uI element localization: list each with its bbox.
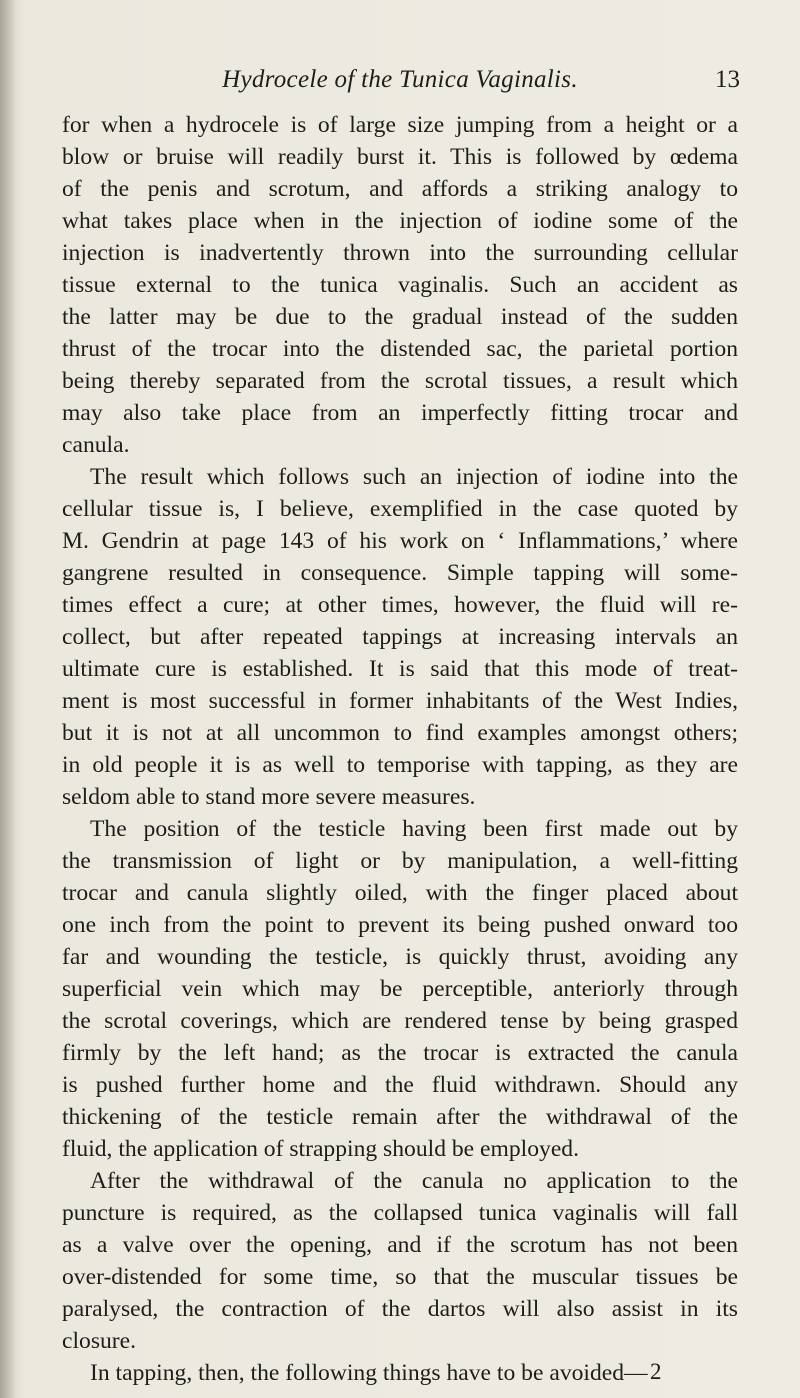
text-line: gangrene resulted in consequence. Simple tapping will some- [62, 560, 738, 586]
text-line: is pushed further home and the fluid withdrawn. Should any [62, 1072, 738, 1098]
text-line: blow or bruise will readily burst it. This is followed by œdema [62, 144, 738, 170]
paragraph-start-line: The result which follows such an injection of iodine into the [90, 464, 738, 490]
text-line: times effect a cure; at other times, however, the fluid will re- [62, 592, 738, 618]
text-line: the scrotal coverings, which are rendered tense by being grasped [62, 1008, 738, 1034]
text-line: of the penis and scrotum, and affords a striking analogy to [62, 176, 738, 202]
page-header [0, 66, 800, 102]
text-line: ultimate cure is established. It is said that this mode of treat- [62, 656, 738, 682]
text-line: thrust of the trocar into the distended sac, the parietal portion [62, 336, 738, 362]
text-line: seldom able to stand more severe measures. [62, 784, 476, 810]
paragraph-start-line: The position of the testicle having been first made out by [90, 816, 738, 842]
text-line: fluid, the application of strapping should be employed. [62, 1136, 579, 1162]
text-line: ment is most successful in former inhabitants of the West Indies, [62, 688, 738, 714]
text-line: over-distended for some time, so that the muscular tissues be [62, 1264, 738, 1290]
text-line: tissue external to the tunica vaginalis. Such an accident as [62, 272, 738, 298]
text-line: thickening of the testicle remain after the withdrawal of the [62, 1104, 738, 1130]
body-text [62, 109, 738, 1389]
text-line: collect, but after repeated tappings at increasing intervals an [62, 624, 738, 650]
text-line: M. Gendrin at page 143 of his work on ‘ Inflammations,’ where [62, 528, 738, 554]
text-line: being thereby separated from the scrotal tissues, a result which [62, 368, 738, 394]
text-line: paralysed, the contraction of the dartos will also assist in its [62, 1296, 738, 1322]
text-line: superficial vein which may be perceptible, anteriorly through [62, 976, 738, 1002]
text-line: what takes place when in the injection of iodine some of the [62, 208, 738, 234]
text-line: trocar and canula slightly oiled, with the finger placed about [62, 880, 738, 906]
text-line: closure. [62, 1328, 137, 1354]
text-line: but it is not at all uncommon to find examples amongst others; [62, 720, 738, 746]
text-line: for when a hydrocele is of large size jumping from a height or a [62, 112, 738, 138]
text-line: injection is inadvertently thrown into the surrounding cellular [62, 240, 738, 266]
text-line: one inch from the point to prevent its being pushed onward too [62, 912, 738, 938]
binding-shadow [0, 0, 16, 1398]
text-line: puncture is required, as the collapsed tunica vaginalis will fall [62, 1200, 738, 1226]
text-line: far and wounding the testicle, is quickly thrust, avoiding any [62, 944, 738, 970]
paragraph-start-line: In tapping, then, the following things have to be avoided— [90, 1360, 648, 1386]
text-line: the latter may be due to the gradual instead of the sudden [62, 304, 738, 330]
paragraph-start-line: After the withdrawal of the canula no application to the [90, 1168, 738, 1194]
text-line: cellular tissue is, I believe, exemplified in the case quoted by [62, 496, 738, 522]
text-line: as a valve over the opening, and if the scrotum has not been [62, 1232, 738, 1258]
signature-mark: 2 [650, 1359, 662, 1384]
text-line: may also take place from an imperfectly fitting trocar and [62, 400, 738, 426]
page-number: 13 [715, 66, 740, 93]
text-line: firmly by the left hand; as the trocar is extracted the canula [62, 1040, 738, 1066]
text-line: the transmission of light or by manipulation, a well-fitting [62, 848, 738, 874]
text-line: in old people it is as well to temporise with tapping, as they are [62, 752, 738, 778]
text-line: canula. [62, 432, 130, 458]
running-title: Hydrocele of the Tunica Vaginalis. [222, 66, 578, 93]
